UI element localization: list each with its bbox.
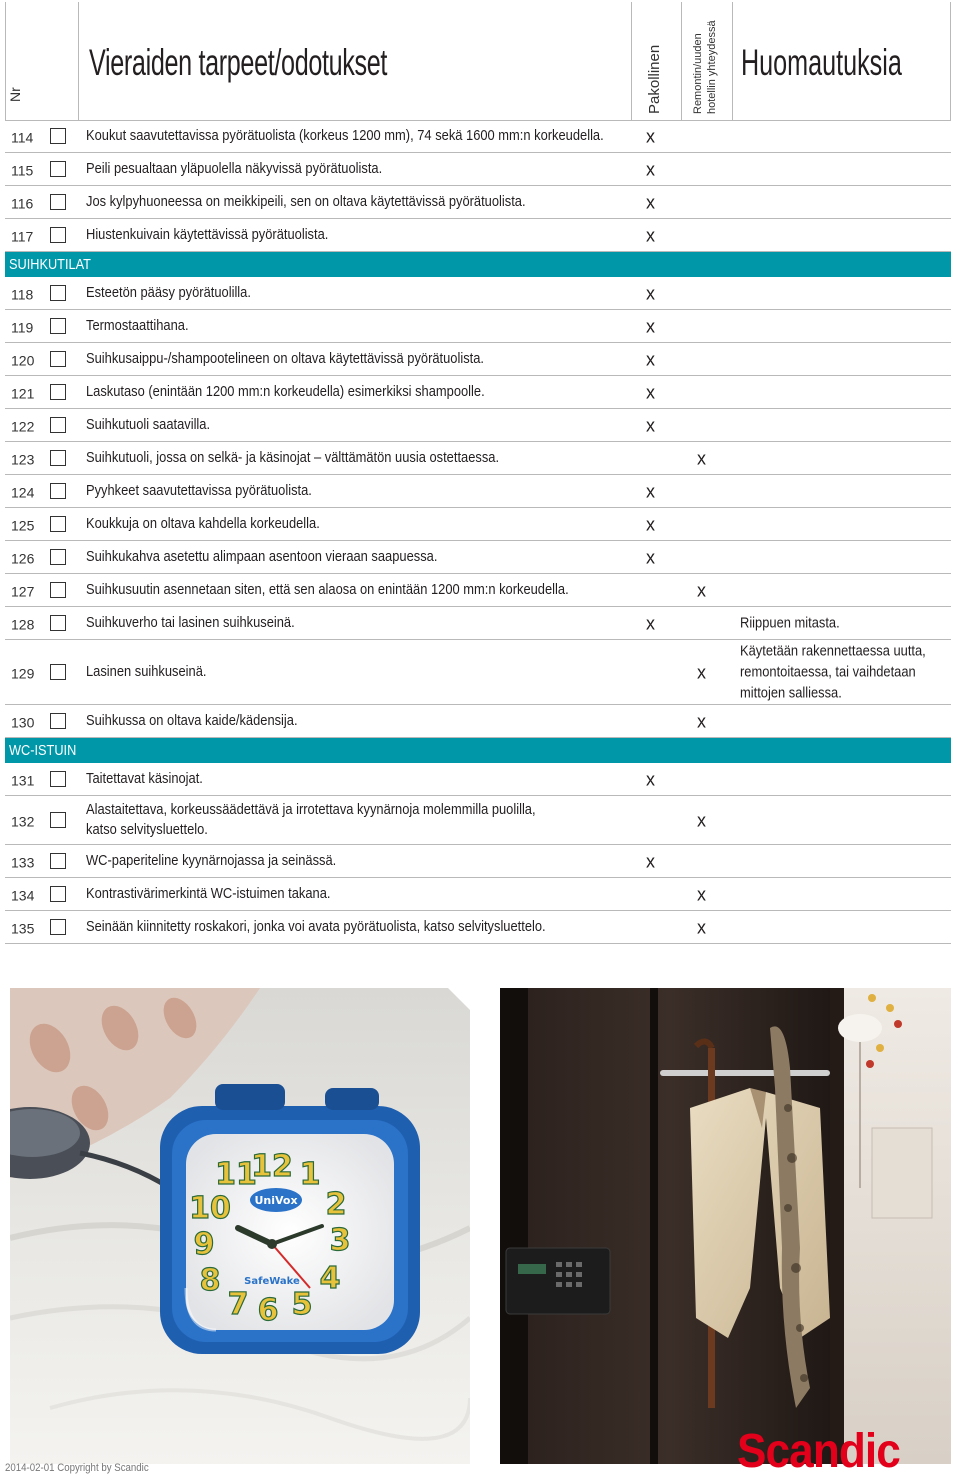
checklist-table bbox=[5, 120, 951, 944]
header-divider bbox=[732, 2, 733, 120]
table-row bbox=[5, 508, 951, 541]
row-description: Seinään kiinnitetty roskakori, jonka voi avata pyörätuolista, katso selvitysluettelo. bbox=[86, 918, 546, 935]
mandatory-mark: x bbox=[646, 225, 655, 246]
dial-number: 6 bbox=[257, 1293, 279, 1328]
row-checkbox[interactable] bbox=[50, 853, 66, 869]
section-title: WC-ISTUIN bbox=[9, 742, 77, 759]
mandatory-mark: x bbox=[646, 481, 655, 502]
row-number: 131 bbox=[11, 772, 35, 789]
row-description: Kontrastivärimerkintä WC-istuimen takana. bbox=[86, 885, 331, 902]
row-checkbox[interactable] bbox=[50, 516, 66, 532]
row-checkbox[interactable] bbox=[50, 318, 66, 334]
mandatory-mark: x bbox=[646, 316, 655, 337]
row-description: Suihkusuutin asennetaan siten, että sen alaosa on enintään 1200 mm:n korkeudella. bbox=[86, 581, 569, 598]
row-description: Esteetön pääsy pyörätuolilla. bbox=[86, 284, 251, 301]
row-checkbox[interactable] bbox=[50, 812, 66, 828]
row-description: Jos kylpyhuoneessa on meikkipeili, sen on oltava käytettävissä pyörätuolista. bbox=[86, 193, 526, 210]
row-description: WC-paperiteline kyynärnojassa ja seinässä. bbox=[86, 852, 337, 869]
alarm-clock-photo bbox=[10, 988, 470, 1464]
dial-number: 9 bbox=[193, 1227, 215, 1262]
row-description: Suihkuverho tai lasinen suihkuseinä. bbox=[86, 614, 295, 631]
note-line: remontoitaessa, tai vaihdetaan bbox=[740, 663, 916, 681]
mandatory-mark: x bbox=[646, 126, 655, 147]
wardrobe-illustration bbox=[500, 988, 951, 1464]
table-row bbox=[5, 310, 951, 343]
table-row bbox=[5, 277, 951, 310]
header-divider bbox=[950, 2, 951, 120]
row-number: 130 bbox=[11, 714, 35, 731]
row-checkbox[interactable] bbox=[50, 919, 66, 935]
row-number: 127 bbox=[11, 583, 35, 600]
alarm-clock-illustration bbox=[10, 988, 470, 1464]
row-description: Pyyhkeet saavutettavissa pyörätuolista. bbox=[86, 482, 312, 499]
column-renovation-line: hotellin yhteydessä bbox=[706, 20, 718, 114]
row-description: Lasinen suihkuseinä. bbox=[86, 663, 207, 680]
note-line: Käytetään rakennettaessa uutta, bbox=[740, 642, 926, 660]
row-number: 135 bbox=[11, 920, 35, 937]
row-description: Termostaattihana. bbox=[86, 317, 189, 334]
mandatory-mark: x bbox=[646, 382, 655, 403]
row-number: 123 bbox=[11, 451, 35, 468]
column-notes-label: Huomautuksia bbox=[741, 42, 902, 83]
wardrobe-photo bbox=[500, 988, 951, 1464]
table-row bbox=[5, 475, 951, 508]
row-description: Suihkusaippu-/shampootelineen on oltava käytettävissä pyörätuolista. bbox=[86, 350, 484, 367]
row-description: Laskutaso (enintään 1200 mm:n korkeudella) esimerkiksi shampoolle. bbox=[86, 383, 485, 400]
mandatory-mark: x bbox=[646, 415, 655, 436]
dial-number: 2 bbox=[325, 1187, 347, 1222]
row-number: 116 bbox=[11, 195, 34, 212]
row-number: 119 bbox=[11, 319, 34, 336]
row-number: 132 bbox=[11, 813, 35, 830]
description-line: Alastaitettava, korkeussäädettävä ja irrotettava kyynärnoja molemmilla puolilla, bbox=[86, 801, 536, 818]
column-nr-label: Nr bbox=[7, 87, 23, 102]
row-checkbox[interactable] bbox=[50, 582, 66, 598]
renovation-mark: x bbox=[697, 662, 706, 683]
row-checkbox[interactable] bbox=[50, 227, 66, 243]
scandic-logo: Scandic bbox=[737, 1425, 900, 1478]
column-renovation-label bbox=[691, 20, 719, 114]
table-row bbox=[5, 911, 951, 944]
row-note: Riippuen mitasta. bbox=[740, 614, 840, 632]
table-row bbox=[5, 541, 951, 574]
row-checkbox[interactable] bbox=[50, 483, 66, 499]
dial-number: 8 bbox=[199, 1263, 221, 1298]
table-row bbox=[5, 186, 951, 219]
table-row bbox=[5, 845, 951, 878]
row-number: 118 bbox=[11, 286, 34, 303]
mandatory-mark: x bbox=[646, 547, 655, 568]
table-row bbox=[5, 442, 951, 475]
dial-number: 11 bbox=[215, 1157, 257, 1192]
row-number: 114 bbox=[11, 129, 34, 146]
page-title: Vieraiden tarpeet/odotukset bbox=[89, 42, 388, 83]
row-checkbox[interactable] bbox=[50, 351, 66, 367]
row-number: 120 bbox=[11, 352, 35, 369]
header-divider bbox=[5, 2, 6, 120]
clock-label: SafeWake bbox=[244, 1276, 300, 1287]
row-number: 117 bbox=[11, 228, 34, 245]
row-number: 128 bbox=[11, 616, 35, 633]
table-row bbox=[5, 153, 951, 186]
mandatory-mark: x bbox=[646, 159, 655, 180]
row-checkbox[interactable] bbox=[50, 713, 66, 729]
row-checkbox[interactable] bbox=[50, 161, 66, 177]
mandatory-mark: x bbox=[646, 514, 655, 535]
table-row bbox=[5, 343, 951, 376]
table-row bbox=[5, 120, 951, 153]
table-row bbox=[5, 376, 951, 409]
row-description: Suihkutuoli saatavilla. bbox=[86, 416, 211, 433]
description-line: katso selvitysluettelo. bbox=[86, 821, 208, 838]
row-checkbox[interactable] bbox=[50, 285, 66, 301]
row-number: 126 bbox=[11, 550, 35, 567]
header-divider bbox=[78, 2, 79, 120]
dial-number: 12 bbox=[251, 1149, 293, 1184]
table-row bbox=[5, 705, 951, 738]
photo-corner-fold bbox=[448, 988, 470, 1010]
row-description: Suihkussa on oltava kaide/kädensija. bbox=[86, 712, 298, 729]
table-row bbox=[5, 640, 951, 705]
row-number: 122 bbox=[11, 418, 35, 435]
table-row bbox=[5, 219, 951, 252]
dial-number: 5 bbox=[291, 1287, 313, 1322]
table-row bbox=[5, 607, 951, 640]
row-description: Koukut saavutettavissa pyörätuolista (korkeus 1200 mm), 74 sekä 1600 mm:n korkeudella. bbox=[86, 127, 604, 144]
section-header-shower bbox=[5, 252, 951, 277]
clock-brand: UniVox bbox=[254, 1194, 298, 1207]
dial-number: 1 bbox=[299, 1157, 321, 1192]
note-line: mittojen salliessa. bbox=[740, 684, 842, 702]
row-number: 124 bbox=[11, 484, 35, 501]
table-row bbox=[5, 878, 951, 911]
row-checkbox[interactable] bbox=[50, 664, 66, 680]
renovation-mark: x bbox=[697, 580, 706, 601]
row-description: Peili pesualtaan yläpuolella näkyvissä pyörätuolista. bbox=[86, 160, 383, 177]
table-header bbox=[5, 2, 951, 121]
section-title: SUIHKUTILAT bbox=[9, 256, 91, 273]
renovation-mark: x bbox=[697, 917, 706, 938]
row-checkbox[interactable] bbox=[50, 549, 66, 565]
row-number: 134 bbox=[11, 887, 35, 904]
header-divider bbox=[631, 2, 632, 120]
row-checkbox[interactable] bbox=[50, 194, 66, 210]
row-description: Koukkuja on oltava kahdella korkeudella. bbox=[86, 515, 320, 532]
mandatory-mark: x bbox=[646, 769, 655, 790]
header-divider bbox=[681, 2, 682, 120]
row-number: 125 bbox=[11, 517, 35, 534]
table-row bbox=[5, 796, 951, 845]
row-number: 133 bbox=[11, 854, 35, 871]
row-checkbox[interactable] bbox=[50, 886, 66, 902]
row-checkbox[interactable] bbox=[50, 771, 66, 787]
row-checkbox[interactable] bbox=[50, 417, 66, 433]
section-header-wc bbox=[5, 738, 951, 763]
dial-number: 4 bbox=[319, 1261, 341, 1296]
row-number: 115 bbox=[11, 162, 34, 179]
copyright-text: 2014-02-01 Copyright by Scandic bbox=[5, 1462, 149, 1474]
table-row bbox=[5, 409, 951, 442]
row-checkbox[interactable] bbox=[50, 615, 66, 631]
renovation-mark: x bbox=[697, 884, 706, 905]
mandatory-mark: x bbox=[646, 851, 655, 872]
renovation-mark: x bbox=[697, 448, 706, 469]
dial-number: 7 bbox=[227, 1287, 249, 1322]
row-note bbox=[740, 641, 956, 704]
renovation-mark: x bbox=[697, 810, 706, 831]
row-description: Taitettavat käsinojat. bbox=[86, 770, 203, 787]
row-description bbox=[86, 800, 609, 840]
mandatory-mark: x bbox=[646, 192, 655, 213]
row-number: 121 bbox=[11, 385, 35, 402]
row-checkbox[interactable] bbox=[50, 384, 66, 400]
row-description: Suihkukahva asetettu alimpaan asentoon vieraan saapuessa. bbox=[86, 548, 438, 565]
mandatory-mark: x bbox=[646, 613, 655, 634]
row-description: Suihkutuoli, jossa on selkä- ja käsinojat – välttämätön uusia ostettaessa. bbox=[86, 449, 500, 466]
mandatory-mark: x bbox=[646, 349, 655, 370]
table-row bbox=[5, 763, 951, 796]
row-number: 129 bbox=[11, 665, 35, 682]
dial-number: 10 bbox=[189, 1191, 231, 1226]
dial-number: 3 bbox=[329, 1223, 351, 1258]
column-renovation-line: Remontin/uuden bbox=[692, 33, 704, 114]
renovation-mark: x bbox=[697, 711, 706, 732]
row-checkbox[interactable] bbox=[50, 128, 66, 144]
row-checkbox[interactable] bbox=[50, 450, 66, 466]
mandatory-mark: x bbox=[646, 283, 655, 304]
column-mandatory-label: Pakollinen bbox=[646, 44, 663, 114]
table-row bbox=[5, 574, 951, 607]
row-description: Hiustenkuivain käytettävissä pyörätuolista. bbox=[86, 226, 329, 243]
